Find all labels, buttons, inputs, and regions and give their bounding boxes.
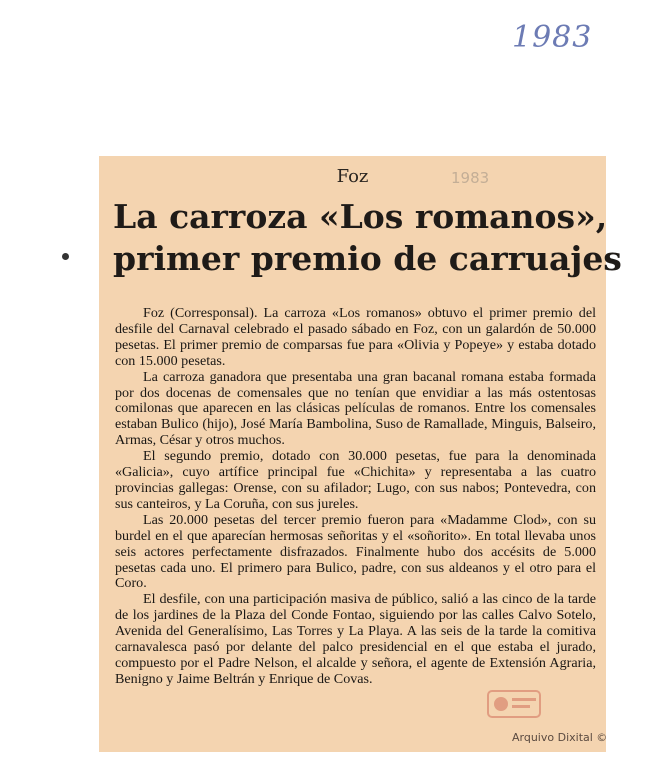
newspaper-clipping [99, 156, 622, 752]
paragraph-2: La carroza ganadora que presentaba una gran bacanal romana estaba formada por dos docenas de comensales que no tenían que envidiar a las más ostentosas comilonas que aparecen en las clásicas películas de romanos. Entre los comensales estaban Bulico (hijo), José María Bambolina, Suso de Ramallade, Minguis, Balseiro, Armas, César y otros muchos. [115, 368, 596, 449]
section-kicker: Foz [336, 166, 369, 187]
article-body [115, 306, 596, 688]
paragraph-5: El desfile, con una participación masiva de público, salió a las cinco de la tarde de los jardines de la Plaza del Conde Fontao, siguiendo por las calles Calvo Sotelo, Avenida del Generalísimo, Las Torres y La Playa. A las seis de la tarde la comitiva carnavalesca pasó por delante del palco presidencial en el que estaba el jurado, compuesto por el Padre Nelson, el alcalde y señora, el agente de Extensión Agraria, Benigno y Jaime Beltrán y Enrique de Covas. [115, 591, 596, 687]
pencil-date-note: 1983 [451, 169, 490, 187]
headline-line-1: La carroza «Los romanos», [113, 197, 608, 236]
paragraph-3: El segundo premio, dotado con 30.000 pesetas, fue para la denominada «Galicia», cuyo artífice principal fue «Chichita» y representaba a las cuatro provincias gallegas: Orense, con su afilador; Lugo, con sus nabos; Pontevedra, con sus canteiros, y La Coruña, con sus jureles. [115, 448, 596, 512]
archive-stamp-logo [486, 689, 542, 719]
headline-line-2: primer premio de carruajes [113, 239, 622, 278]
headline [113, 196, 622, 280]
paragraph-1: Foz (Corresponsal). La carroza «Los romanos» obtuvo el primer premio del desfile del Carnaval celebrado el pasado sábado en Foz, con un galardón de 50.000 pesetas. El primer premio de comparsas fue para «Olivia y Popeye» y estaba dotado con 15.000 pesetas. [115, 305, 596, 369]
handwritten-year-annotation: 1983 [512, 20, 593, 55]
paragraph-4: Las 20.000 pesetas del tercer premio fueron para «Madamme Clod», con su burdel en el que aparecían hermosas señoritas y el «soñorito». En total llevaba unos seis actores perfectamente disfrazados. Finalmente hubo dos accésits de 5.000 pesetas cada uno. El primero para Bulico, padre, con sus aldeanos y el otro para el Coro. [115, 511, 596, 592]
ink-dot [62, 253, 69, 260]
archive-watermark: Arquivo Dixital © [512, 731, 608, 744]
